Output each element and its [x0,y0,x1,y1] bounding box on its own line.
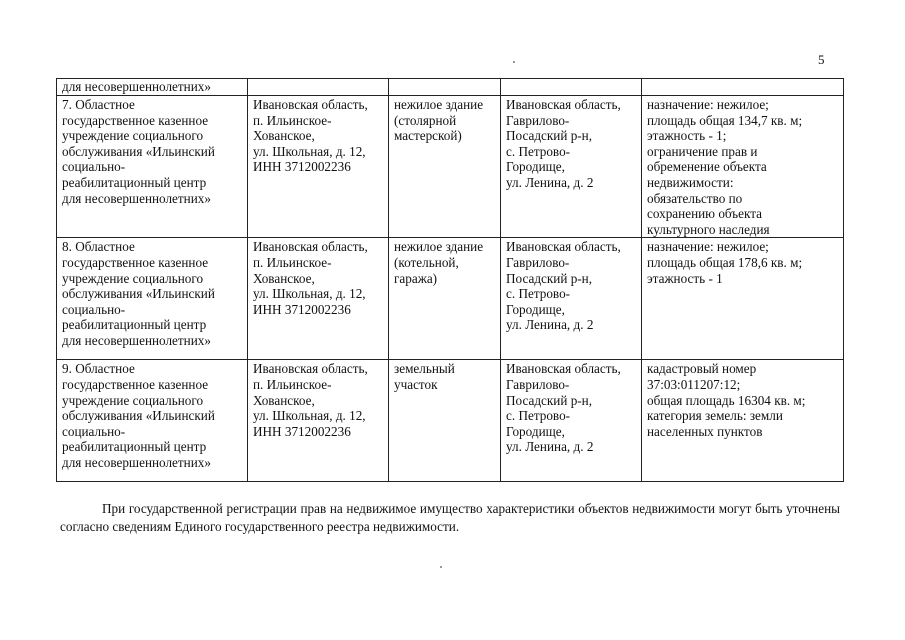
table-cell-address: Ивановская область, п. Ильинское- Хованское, ул. Школьная, д. 12, ИНН 3712002236 [248,360,389,482]
table-cell-object-type [389,79,501,96]
page-number: 5 [818,52,825,67]
table-cell-object-type: нежилое здание (котельной, гаража) [389,238,501,360]
table-cell-name: для несовершеннолетних» [57,79,248,96]
table-cell-characteristics [642,79,844,96]
table-cell-characteristics: кадастровый номер 37:03:011207:12; общая площадь 16304 кв. м; категория земель: земли населенных пунктов [642,360,844,482]
table-cell-name: 9. Областное государственное казенное учреждение социального обслуживания «Ильинский социально- реабилитационный центр для несовершеннолетних» [57,360,248,482]
table-cell-name: 8. Областное государственное казенное учреждение социального обслуживания «Ильинский социально- реабилитационный центр для несовершеннолетних» [57,238,248,360]
table-cell-location: Ивановская область, Гаврилово- Посадский р-н, с. Петрово- Городище, ул. Ленина, д. 2 [501,96,642,238]
property-table [56,78,844,482]
table-cell-address: Ивановская область, п. Ильинское- Хованское, ул. Школьная, д. 12, ИНН 3712002236 [248,238,389,360]
table-cell-location: Ивановская область, Гаврилово- Посадский р-н, с. Петрово- Городище, ул. Ленина, д. 2 [501,238,642,360]
table-row [57,238,844,360]
table-cell-characteristics: назначение: нежилое; площадь общая 134,7 кв. м; этажность - 1; ограничение прав и обременение объекта недвижимости: обязательство по сохранению объекта культурного наследия [642,96,844,238]
table-cell-name: 7. Областное государственное казенное учреждение социального обслуживания «Ильинский социально- реабилитационный центр для несовершеннолетних» [57,96,248,238]
table-cell-object-type: земельный участок [389,360,501,482]
footer-note: При государственной регистрации прав на недвижимое имущество характеристики объектов недвижимости могут быть уточнены согласно сведениям Единого государственного реестра недвижимости. [60,501,840,534]
scan-speck [440,566,442,568]
table-row [57,96,844,238]
table-cell-location [501,79,642,96]
table-cell-address [248,79,389,96]
table-cell-location: Ивановская область, Гаврилово- Посадский р-н, с. Петрово- Городище, ул. Ленина, д. 2 [501,360,642,482]
table-cell-object-type: нежилое здание (столярной мастерской) [389,96,501,238]
table-row-continuation [57,79,844,96]
table-row [57,360,844,482]
scan-speck [513,61,515,63]
table-cell-characteristics: назначение: нежилое; площадь общая 178,6 кв. м; этажность - 1 [642,238,844,360]
table-cell-address: Ивановская область, п. Ильинское- Хованское, ул. Школьная, д. 12, ИНН 3712002236 [248,96,389,238]
